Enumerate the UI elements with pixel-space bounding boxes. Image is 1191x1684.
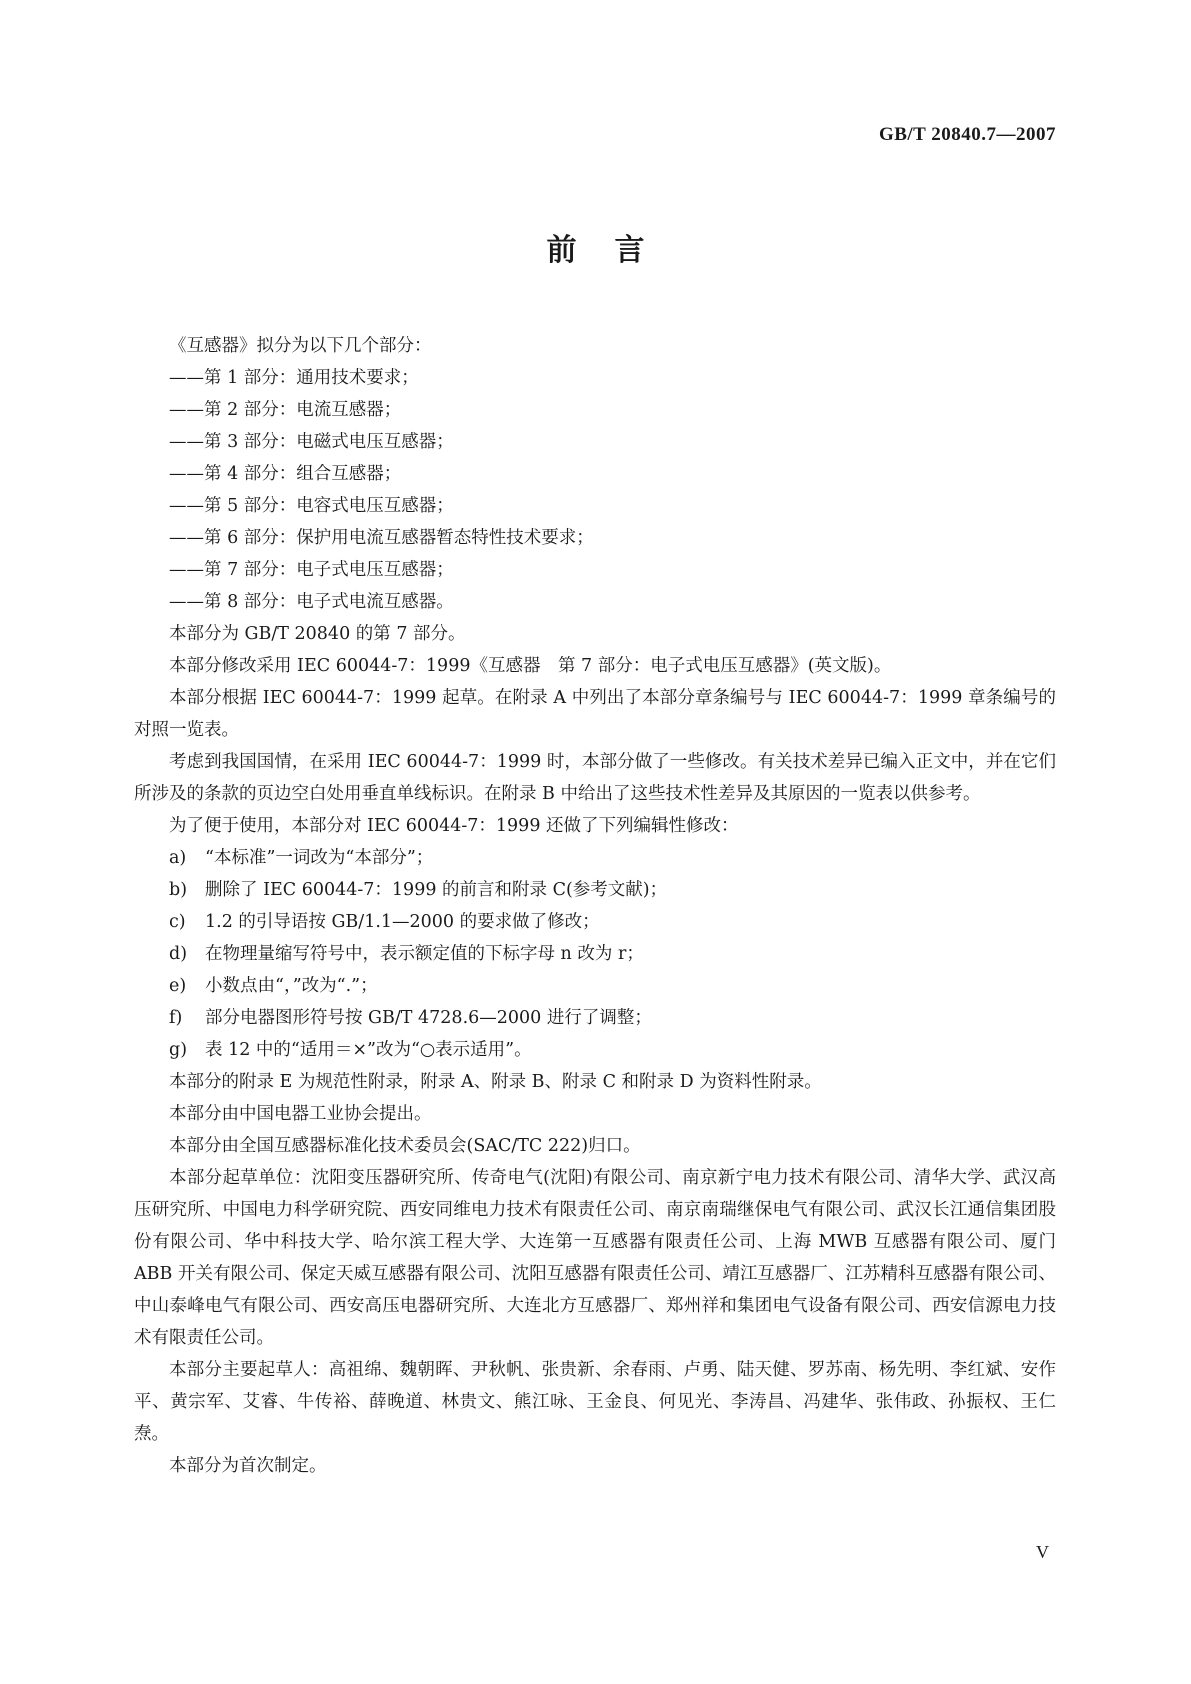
list-marker: d) — [169, 944, 188, 964]
paragraph: 为了便于使用，本部分对 IEC 60044-7：1999 还做了下列编辑性修改： — [169, 816, 739, 836]
standard-number: GB/T 20840.7—2007 — [878, 124, 1056, 145]
paragraph: 本部分为首次制定。 — [169, 1456, 327, 1476]
list-item — [134, 1034, 1056, 1066]
edits-list — [134, 842, 1056, 1066]
paragraph: 本部分的附录 E 为规范性附录，附录 A、附录 B、附录 C 和附录 D 为资料性附录。 — [169, 1072, 822, 1092]
list-item-text: 小数点由“，”改为“.”； — [205, 976, 378, 996]
document-body — [134, 330, 1056, 1482]
list-item — [134, 1002, 1056, 1034]
paragraph: 本部分由中国电器工业协会提出。 — [169, 1104, 432, 1124]
list-item-text: 表 12 中的“适用＝×”改为“○表示适用”。 — [205, 1040, 532, 1060]
page-number: V — [1036, 1542, 1049, 1562]
list-item: ——第 1 部分：通用技术要求； — [169, 368, 419, 388]
list-item-text: “本标准”一词改为“本部分”； — [205, 848, 434, 868]
drafters-paragraph: 本部分主要起草人：高祖绵、魏朝晖、尹秋帆、张贵新、余春雨、卢勇、陆天健、罗苏南、杨先明、李红斌、安作平、黄宗军、艾睿、牛传裕、薛晚道、林贵文、熊江咏、王金良、何见光、李涛昌、冯建华、张伟政、孙振权、王仁焘。 — [134, 1360, 1056, 1444]
list-item — [134, 906, 1056, 938]
parts-list — [134, 362, 1056, 618]
paragraph: 考虑到我国国情，在采用 IEC 60044-7：1999 时，本部分做了一些修改。有关技术差异已编入正文中，并在它们所涉及的条款的页边空白处用垂直单线标识。在附录 B 中给出了这些技术性差异及其原因的一览表以供参考。 — [134, 752, 1056, 804]
intro-paragraph: 《互感器》拟分为以下几个部分： — [169, 336, 432, 356]
list-item: ——第 2 部分：电流互感器； — [169, 400, 402, 420]
paragraph: 本部分由全国互感器标准化技术委员会(SAC/TC 222)归口。 — [169, 1136, 641, 1156]
list-item: ——第 6 部分：保护用电流互感器暂态特性技术要求； — [169, 528, 594, 548]
list-item — [134, 842, 1056, 874]
paragraph: 本部分为 GB/T 20840 的第 7 部分。 — [169, 624, 466, 644]
list-marker: f) — [169, 1008, 183, 1028]
list-item — [134, 874, 1056, 906]
list-marker: a) — [169, 848, 187, 868]
list-item: ——第 5 部分：电容式电压互感器； — [169, 496, 454, 516]
list-item: ——第 3 部分：电磁式电压互感器； — [169, 432, 454, 452]
list-item — [134, 938, 1056, 970]
list-marker: g) — [169, 1040, 188, 1060]
list-item-text: 1.2 的引导语按 GB/1.1—2000 的要求做了修改； — [205, 912, 600, 932]
paragraph: 本部分根据 IEC 60044-7：1999 起草。在附录 A 中列出了本部分章条编号与 IEC 60044-7：1999 章条编号的对照一览表。 — [134, 688, 1056, 740]
list-marker: b) — [169, 880, 188, 900]
list-item: ——第 4 部分：组合互感器； — [169, 464, 402, 484]
list-item: ——第 8 部分：电子式电流互感器。 — [169, 592, 454, 612]
paragraph: 本部分修改采用 IEC 60044-7：1999《互感器 第 7 部分：电子式电压互感器》(英文版)。 — [169, 656, 892, 676]
list-marker: c) — [169, 912, 186, 932]
list-marker: e) — [169, 976, 187, 996]
page-title: 前言 — [546, 233, 683, 268]
list-item-text: 在物理量缩写符号中，表示额定值的下标字母 n 改为 r； — [205, 944, 644, 964]
list-item-text: 删除了 IEC 60044-7：1999 的前言和附录 C(参考文献)； — [205, 880, 668, 900]
list-item-text: 部分电器图形符号按 GB/T 4728.6—2000 进行了调整； — [205, 1008, 652, 1028]
list-item — [134, 970, 1056, 1002]
drafting-units-paragraph: 本部分起草单位：沈阳变压器研究所、传奇电气(沈阳)有限公司、南京新宁电力技术有限公司、清华大学、武汉高压研究所、中国电力科学研究院、西安同维电力技术有限责任公司、南京南瑞继保电气有限公司、武汉长江通信集团股份有限公司、华中科技大学、哈尔滨工程大学、大连第一互感器有限责任公司、上海 MWB 互感器有限公司、厦门 ABB 开关有限公司、保定天威互感器有限公司、沈阳互感器有限责任公司、靖江互感器厂、江苏精科互感器有限公司、中山泰峰电气有限公司、西安高压电器研究所、大连北方互感器厂、郑州祥和集团电气设备有限公司、西安信源电力技术有限责任公司。 — [134, 1168, 1056, 1348]
list-item: ——第 7 部分：电子式电压互感器； — [169, 560, 454, 580]
